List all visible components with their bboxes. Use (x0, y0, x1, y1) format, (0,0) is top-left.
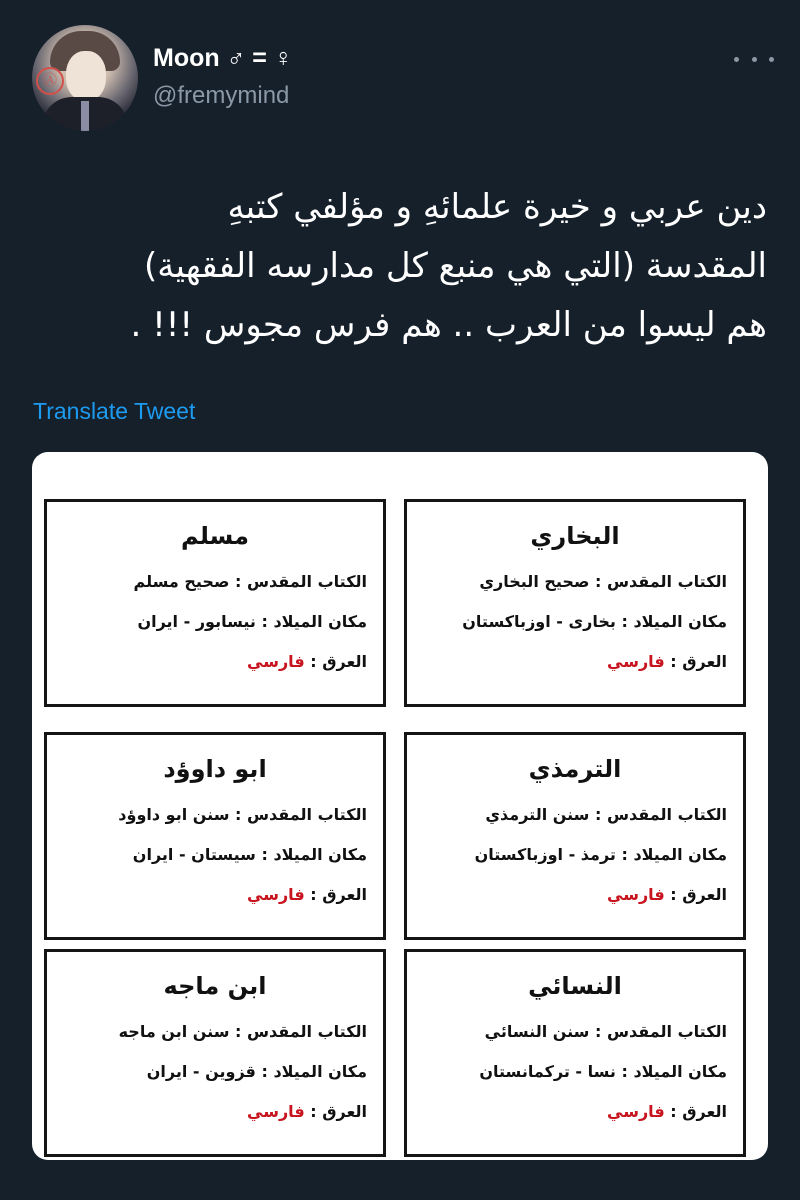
ethnicity-label: العرق : (664, 885, 727, 904)
dot (734, 57, 739, 62)
emblem-icon: Ⓐ (36, 67, 64, 95)
card-ethnicity (407, 885, 743, 905)
ethnicity-label: العرق : (664, 1102, 727, 1121)
card-title: مسلم (181, 522, 249, 550)
ethnicity-label: العرق : (304, 652, 367, 671)
translate-tweet-link[interactable]: Translate Tweet (33, 398, 196, 424)
ethnicity-value: فارسي (247, 885, 305, 904)
ethnicity-value: فارسي (247, 1102, 305, 1121)
scholar-card (44, 732, 386, 940)
scholar-card (44, 949, 386, 1157)
card-title: النسائي (528, 972, 622, 1000)
scholar-card (404, 499, 746, 707)
scholar-card (404, 732, 746, 940)
scholar-card (404, 949, 746, 1157)
more-dots-icon[interactable] (734, 47, 774, 71)
card-birthplace: مكان الميلاد : بخارى - اوزباكستان (462, 612, 727, 631)
avatar-tie (81, 101, 89, 131)
card-title: ابو داوؤد (163, 755, 267, 783)
tweet-line: دين عربي و خيرة علمائهِ و مؤلفي كتبهِ (227, 187, 767, 227)
card-title: البخاري (530, 522, 620, 550)
ethnicity-value: فارسي (607, 885, 665, 904)
ethnicity-value: فارسي (607, 652, 665, 671)
card-ethnicity (407, 1102, 743, 1122)
card-book: الكتاب المقدس : سنن النسائي (484, 1022, 727, 1041)
scholar-card (44, 499, 386, 707)
ethnicity-label: العرق : (664, 652, 727, 671)
card-ethnicity (47, 885, 383, 905)
tweet-text (40, 178, 767, 355)
card-birthplace: مكان الميلاد : سيستان - ايران (132, 845, 367, 864)
card-title: ابن ماجه (163, 972, 267, 1000)
card-title: الترمذي (528, 755, 622, 783)
card-ethnicity (47, 652, 383, 672)
display-name[interactable]: Moon ♂ = ♀ (153, 44, 293, 72)
ethnicity-label: العرق : (304, 885, 367, 904)
card-birthplace: مكان الميلاد : ترمذ - اوزباكستان (474, 845, 727, 864)
tweet-line: المقدسة (التي هي منبع كل مدارسه الفقهية) (143, 246, 767, 286)
ethnicity-value: فارسي (247, 652, 305, 671)
card-ethnicity (407, 652, 743, 672)
card-birthplace: مكان الميلاد : نيسابور - ايران (137, 612, 367, 631)
card-book: الكتاب المقدس : سنن ابن ماجه (118, 1022, 367, 1041)
avatar[interactable] (32, 25, 138, 131)
dot (769, 57, 774, 62)
ethnicity-value: فارسي (607, 1102, 665, 1121)
card-birthplace: مكان الميلاد : قزوين - ايران (146, 1062, 367, 1081)
tweet-line: هم ليسوا من العرب .. هم فرس مجوس !!! . (130, 305, 767, 345)
tweet-image[interactable] (32, 452, 768, 1160)
card-book: الكتاب المقدس : سنن ابو داوؤد (118, 805, 367, 824)
card-ethnicity (47, 1102, 383, 1122)
ethnicity-label: العرق : (304, 1102, 367, 1121)
card-birthplace: مكان الميلاد : نسا - تركمانستان (479, 1062, 727, 1081)
card-book: الكتاب المقدس : صحيح البخاري (479, 572, 727, 591)
card-book: الكتاب المقدس : سنن الترمذي (485, 805, 727, 824)
card-book: الكتاب المقدس : صحيح مسلم (133, 572, 367, 591)
user-handle[interactable]: @fremymind (153, 82, 290, 109)
avatar-face (66, 51, 106, 101)
dot (752, 57, 757, 62)
